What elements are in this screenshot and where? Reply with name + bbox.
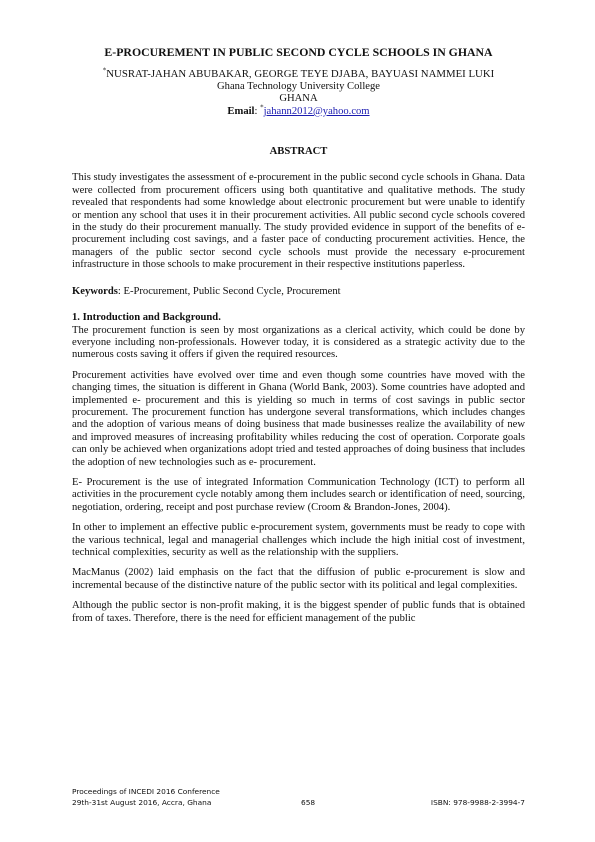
country: GHANA bbox=[279, 93, 318, 105]
corresponding-author-mark: * bbox=[102, 66, 107, 75]
body-paragraph: Although the public sector is non-profit making, it is the biggest spender of public funds that is obtained from of taxes. Therefore, there is the need for efficient management of the public bbox=[72, 600, 525, 624]
footer-conference: Proceedings of INCEDI 2016 Conference bbox=[72, 787, 220, 796]
body-paragraph: In other to implement an effective public e-procurement system, governments must be ready to cope with the various technical, legal and managerial challenges which include the high initial cost of investment, technical complexities, security as well as the relationship with the suppliers. bbox=[72, 522, 525, 558]
email-line bbox=[72, 103, 525, 118]
keywords-line bbox=[72, 286, 525, 298]
author-names: NUSRAT-JAHAN ABUBAKAR, GEORGE TEYE DJABA, BAYUASI NAMMEI LUKI bbox=[106, 68, 495, 81]
footer-isbn: ISBN: 978-9988-2-3994-7 bbox=[430, 798, 525, 807]
section-heading: 1. Introduction and Background. bbox=[72, 312, 221, 324]
page-number: 658 bbox=[301, 798, 316, 807]
affiliation: Ghana Technology University College bbox=[217, 80, 380, 92]
email-label: Email bbox=[227, 105, 255, 117]
keywords-label: Keywords bbox=[72, 285, 118, 297]
body-paragraph: E- Procurement is the use of integrated Information Communication Technology (ICT) to perform all activities in the procurement cycle notably among them includes search or identification of need, sourcing, negotiation, ordering, receipt and post purchase review (Croom & Brandon-Jones, 2004). bbox=[72, 476, 525, 513]
author-list bbox=[72, 68, 525, 80]
page-content bbox=[72, 46, 525, 633]
abstract-heading: ABSTRACT bbox=[269, 146, 328, 158]
page-footer bbox=[72, 786, 525, 808]
keywords-text: : E-Procurement, Public Second Cycle, Procurement bbox=[117, 285, 341, 297]
footer-row bbox=[72, 797, 525, 808]
paper-title: E-PROCUREMENT IN PUBLIC SECOND CYCLE SCHOOLS IN GHANA bbox=[104, 45, 493, 59]
body-paragraph: The procurement function is seen by most organizations as a clerical activity, which could be done by everyone including non-professionals. However today, it is considered as a strategic activity due to the numerous costs saving it offers if given the required resources. bbox=[72, 324, 525, 361]
body-paragraph: Procurement activities have evolved over time and even though some countries have moved with the changing times, the situation is different in Ghana (World Bank, 2003). Some countries have adopted and implemented e- procurement and this is yielding so much in terms of cost savings in public sector procurement. The procurement function has undergone several transformations, which includes changes and the adoption of various means of doing business that made businesses realize the availability of new and improved measures of increasing profitability whiles reducing the cost of operation. Corporate goals can only be achieved when organizations adopt tried and tested approaches of doing business that includes the adoption of new technologies such as e- procurement. bbox=[72, 369, 525, 468]
email-separator: : bbox=[254, 105, 261, 117]
email-link[interactable]: jahann2012@yahoo.com bbox=[263, 105, 370, 117]
body-paragraph: MacManus (2002) laid emphasis on the fact that the diffusion of public e-procurement is slow and incremental because of the distinctive nature of the public sector with its political and legal complexities. bbox=[72, 567, 525, 591]
footer-date-location: 29th-31st August 2016, Accra, Ghana bbox=[72, 798, 212, 807]
email-mark: * bbox=[260, 103, 264, 112]
abstract-text: This study investigates the assessment of e-procurement in the public second cycle schools in Ghana. Data were collected from procurement officers using both quantitative and qualitative methods. The study revealed that respondents had some knowledge about electronic procurement but were unable to identify or mention any school that uses it in their procurement activities. All public second cycle schools covered in the study do their procurement manually. The study provided evidence in support of the benefits of e-procurement including cost savings, and a faster pace of conducting procurement activities. Hence, the managers of the public sector second cycle schools must provide the necessary e-procurement infrastructure in those schools to make procurement in their respective institutions paperless. bbox=[72, 172, 525, 271]
